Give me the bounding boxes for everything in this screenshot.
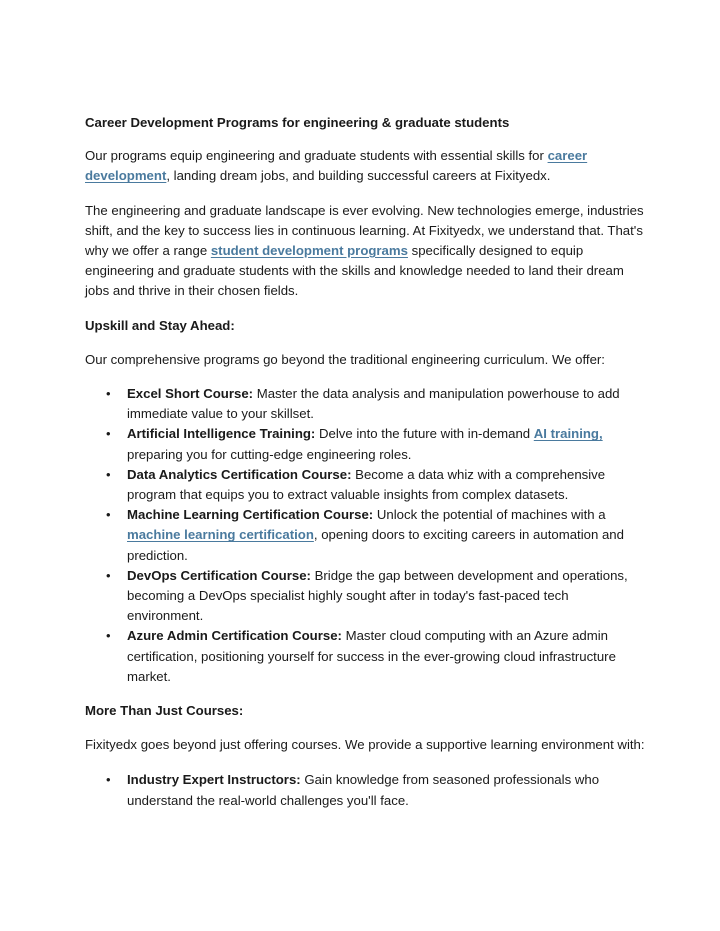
landscape-text-after: specifically designed to equip engineering and graduate students with the skills and knowledge needed to land their dream jobs and thrive in their chosen fields. bbox=[85, 243, 624, 299]
list-item-text-after: preparing you for cutting-edge engineering roles. bbox=[127, 446, 412, 462]
list-item bbox=[85, 626, 645, 687]
upskill-heading: Upskill and Stay Ahead: bbox=[85, 317, 235, 333]
landscape-paragraph bbox=[85, 201, 645, 302]
list-item-title: Machine Learning Certification Course: bbox=[127, 507, 374, 523]
list-item-text-before: Unlock the potential of machines with a bbox=[373, 507, 606, 523]
student-development-programs-link[interactable]: student development programs bbox=[210, 243, 408, 259]
more-than-courses-intro: Fixityedx goes beyond just offering courses. We provide a supportive learning environment with: bbox=[85, 737, 645, 753]
support-list bbox=[85, 770, 645, 810]
list-item-text: Master the data analysis and manipulation powerhouse to add immediate value to your skillset. bbox=[127, 386, 620, 422]
list-item-title: Excel Short Course: bbox=[127, 386, 254, 402]
list-item-title: Data Analytics Certification Course: bbox=[127, 466, 352, 482]
list-item bbox=[85, 505, 645, 566]
list-item-text: Bridge the gap between development and operations, becoming a DevOps specialist highly sought after in today's fast-paced tech environment. bbox=[127, 567, 628, 624]
list-item-text: Master cloud computing with an Azure admin certification, positioning yourself for success in the ever-growing cloud infrastructure market. bbox=[127, 628, 616, 684]
bullet-icon: • bbox=[106, 628, 111, 644]
list-item bbox=[85, 384, 645, 424]
landscape-text-before: The engineering and graduate landscape is ever evolving. New technologies emerge, industries shift, and the key to success lies in continuous learning. At Fixityedx, we understand that. That's why we offer a range bbox=[85, 202, 644, 259]
more-than-courses-heading: More Than Just Courses: bbox=[85, 703, 244, 719]
list-item-text-before: Delve into the future with in-demand bbox=[315, 426, 534, 442]
bullet-icon: • bbox=[106, 567, 111, 583]
career-development-link[interactable]: career development bbox=[85, 148, 588, 184]
list-item-title: Artificial Intelligence Training: bbox=[127, 426, 316, 442]
intro-text-after: , landing dream jobs, and building successful careers at Fixityedx. bbox=[166, 168, 551, 184]
intro-text-before: Our programs equip engineering and graduate students with essential skills for bbox=[85, 148, 548, 164]
list-item-text: Gain knowledge from seasoned professionals who understand the real-world challenges you'll face. bbox=[127, 772, 600, 808]
course-list bbox=[85, 384, 645, 687]
list-item bbox=[85, 465, 645, 505]
upskill-intro: Our comprehensive programs go beyond the traditional engineering curriculum. We offer: bbox=[85, 351, 605, 367]
list-item-text: Become a data whiz with a comprehensive program that equips you to extract valuable insights from complex datasets. bbox=[127, 466, 606, 503]
list-item bbox=[85, 770, 645, 810]
document-page bbox=[85, 113, 645, 811]
page-title: Career Development Programs for engineering & graduate students bbox=[85, 115, 510, 130]
bullet-icon: • bbox=[106, 772, 111, 788]
bullet-icon: • bbox=[106, 466, 111, 482]
list-item bbox=[85, 566, 645, 627]
list-item-text-after: , opening doors to exciting careers in automation and prediction. bbox=[127, 527, 624, 563]
list-item-title: Azure Admin Certification Course: bbox=[127, 628, 342, 644]
bullet-icon: • bbox=[106, 507, 111, 523]
list-item-title: DevOps Certification Course: bbox=[127, 567, 311, 583]
intro-paragraph bbox=[85, 146, 645, 186]
machine-learning-certification-link[interactable]: machine learning certification bbox=[127, 527, 314, 543]
list-item bbox=[85, 424, 645, 464]
list-item-title: Industry Expert Instructors: bbox=[127, 772, 301, 788]
bullet-icon: • bbox=[106, 386, 111, 402]
bullet-icon: • bbox=[106, 426, 111, 442]
ai-training-link[interactable]: AI training, bbox=[533, 426, 603, 442]
